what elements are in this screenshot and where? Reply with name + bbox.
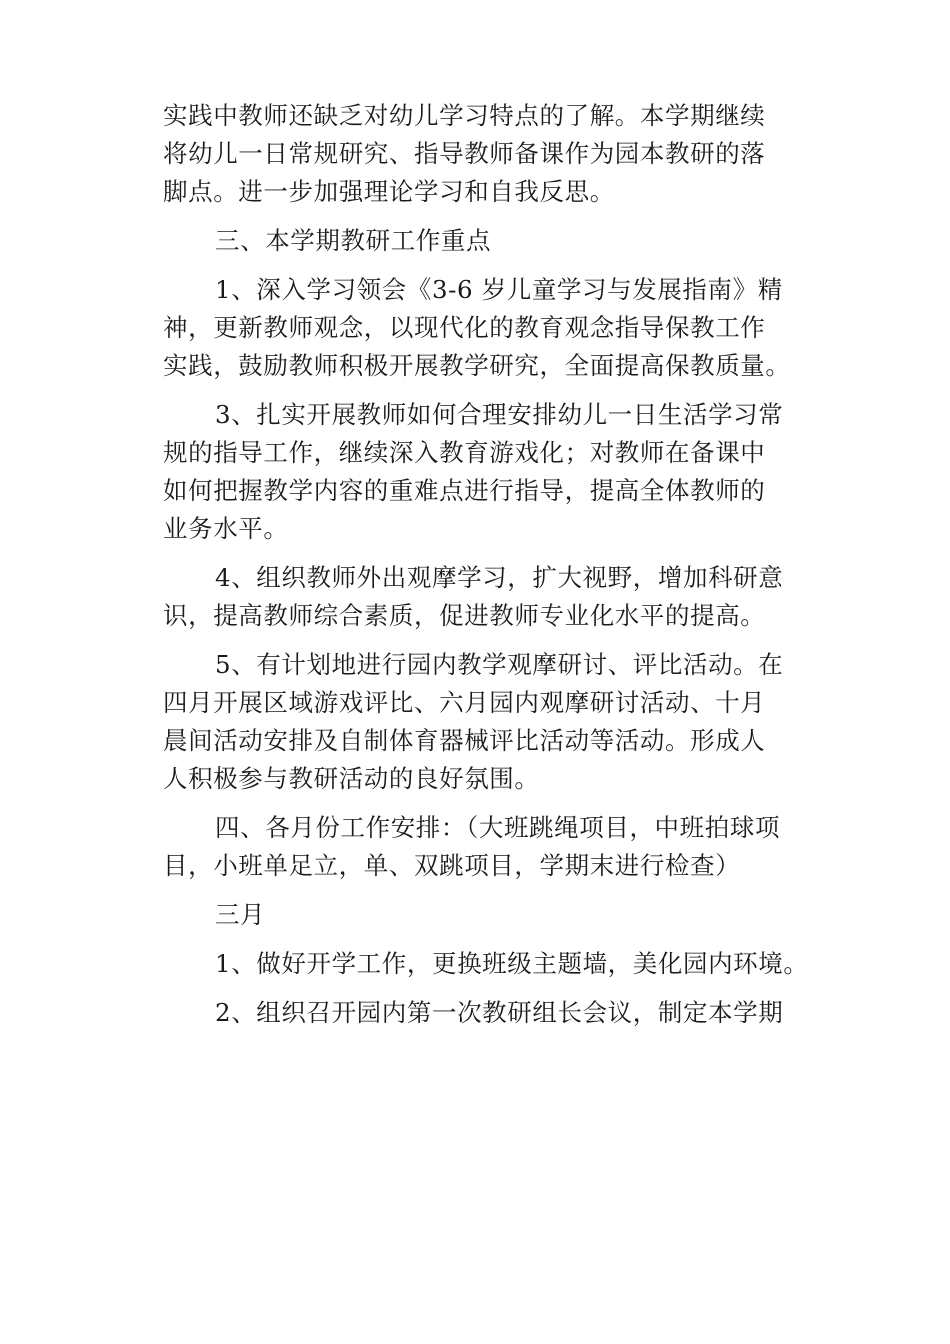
paragraph-first-line: 5、有计划地进行园内教学观摩研讨、评比活动。在 bbox=[215, 650, 784, 679]
list-item: 2、组织召开园内第一次教研组长会议，制定本学期 bbox=[215, 998, 784, 1027]
section-heading-3: 三、本学期教研工作重点 bbox=[215, 226, 492, 255]
text-line: 晨间活动安排及自制体育器械评比活动等活动。形成人 bbox=[163, 726, 766, 755]
text-line: 神，更新教师观念，以现代化的教育观念指导保教工作 bbox=[163, 313, 766, 342]
section-heading-4: 四、各月份工作安排：（大班跳绳项目，中班拍球项 bbox=[215, 813, 781, 842]
document-body bbox=[163, 97, 809, 1032]
text-line: 规的指导工作，继续深入教育游戏化；对教师在备课中 bbox=[163, 438, 766, 467]
text-line: 四月开展区域游戏评比、六月园内观摩研讨活动、十月 bbox=[163, 688, 766, 717]
text-line: 人积极参与教研活动的良好氛围。 bbox=[163, 764, 540, 793]
paragraph-first-line: 4、组织教师外出观摩学习，扩大视野，增加科研意 bbox=[215, 563, 784, 592]
text-line: 如何把握教学内容的重难点进行指导，提高全体教师的 bbox=[163, 476, 766, 505]
text-line: 实践，鼓励教师积极开展教学研究，全面提高保教质量。 bbox=[163, 351, 791, 380]
list-item: 1、做好开学工作，更换班级主题墙，美化园内环境。 bbox=[215, 949, 809, 978]
text-line: 实践中教师还缺乏对幼儿学习特点的了解。本学期继续 bbox=[163, 101, 766, 130]
month-heading: 三月 bbox=[215, 900, 266, 929]
text-line: 脚点。进一步加强理论学习和自我反思。 bbox=[163, 177, 615, 206]
text-line: 业务水平。 bbox=[163, 514, 289, 543]
text-line: 目，小班单足立，单、双跳项目，学期末进行检查） bbox=[163, 851, 741, 880]
paragraph-first-line: 3、扎实开展教师如何合理安排幼儿一日生活学习常 bbox=[215, 400, 784, 429]
paragraph-first-line: 1、深入学习领会《3-6 岁儿童学习与发展指南》精 bbox=[215, 275, 783, 304]
text-line: 将幼儿一日常规研究、指导教师备课作为园本教研的落 bbox=[163, 139, 766, 168]
text-line: 识，提高教师综合素质，促进教师专业化水平的提高。 bbox=[163, 601, 766, 630]
